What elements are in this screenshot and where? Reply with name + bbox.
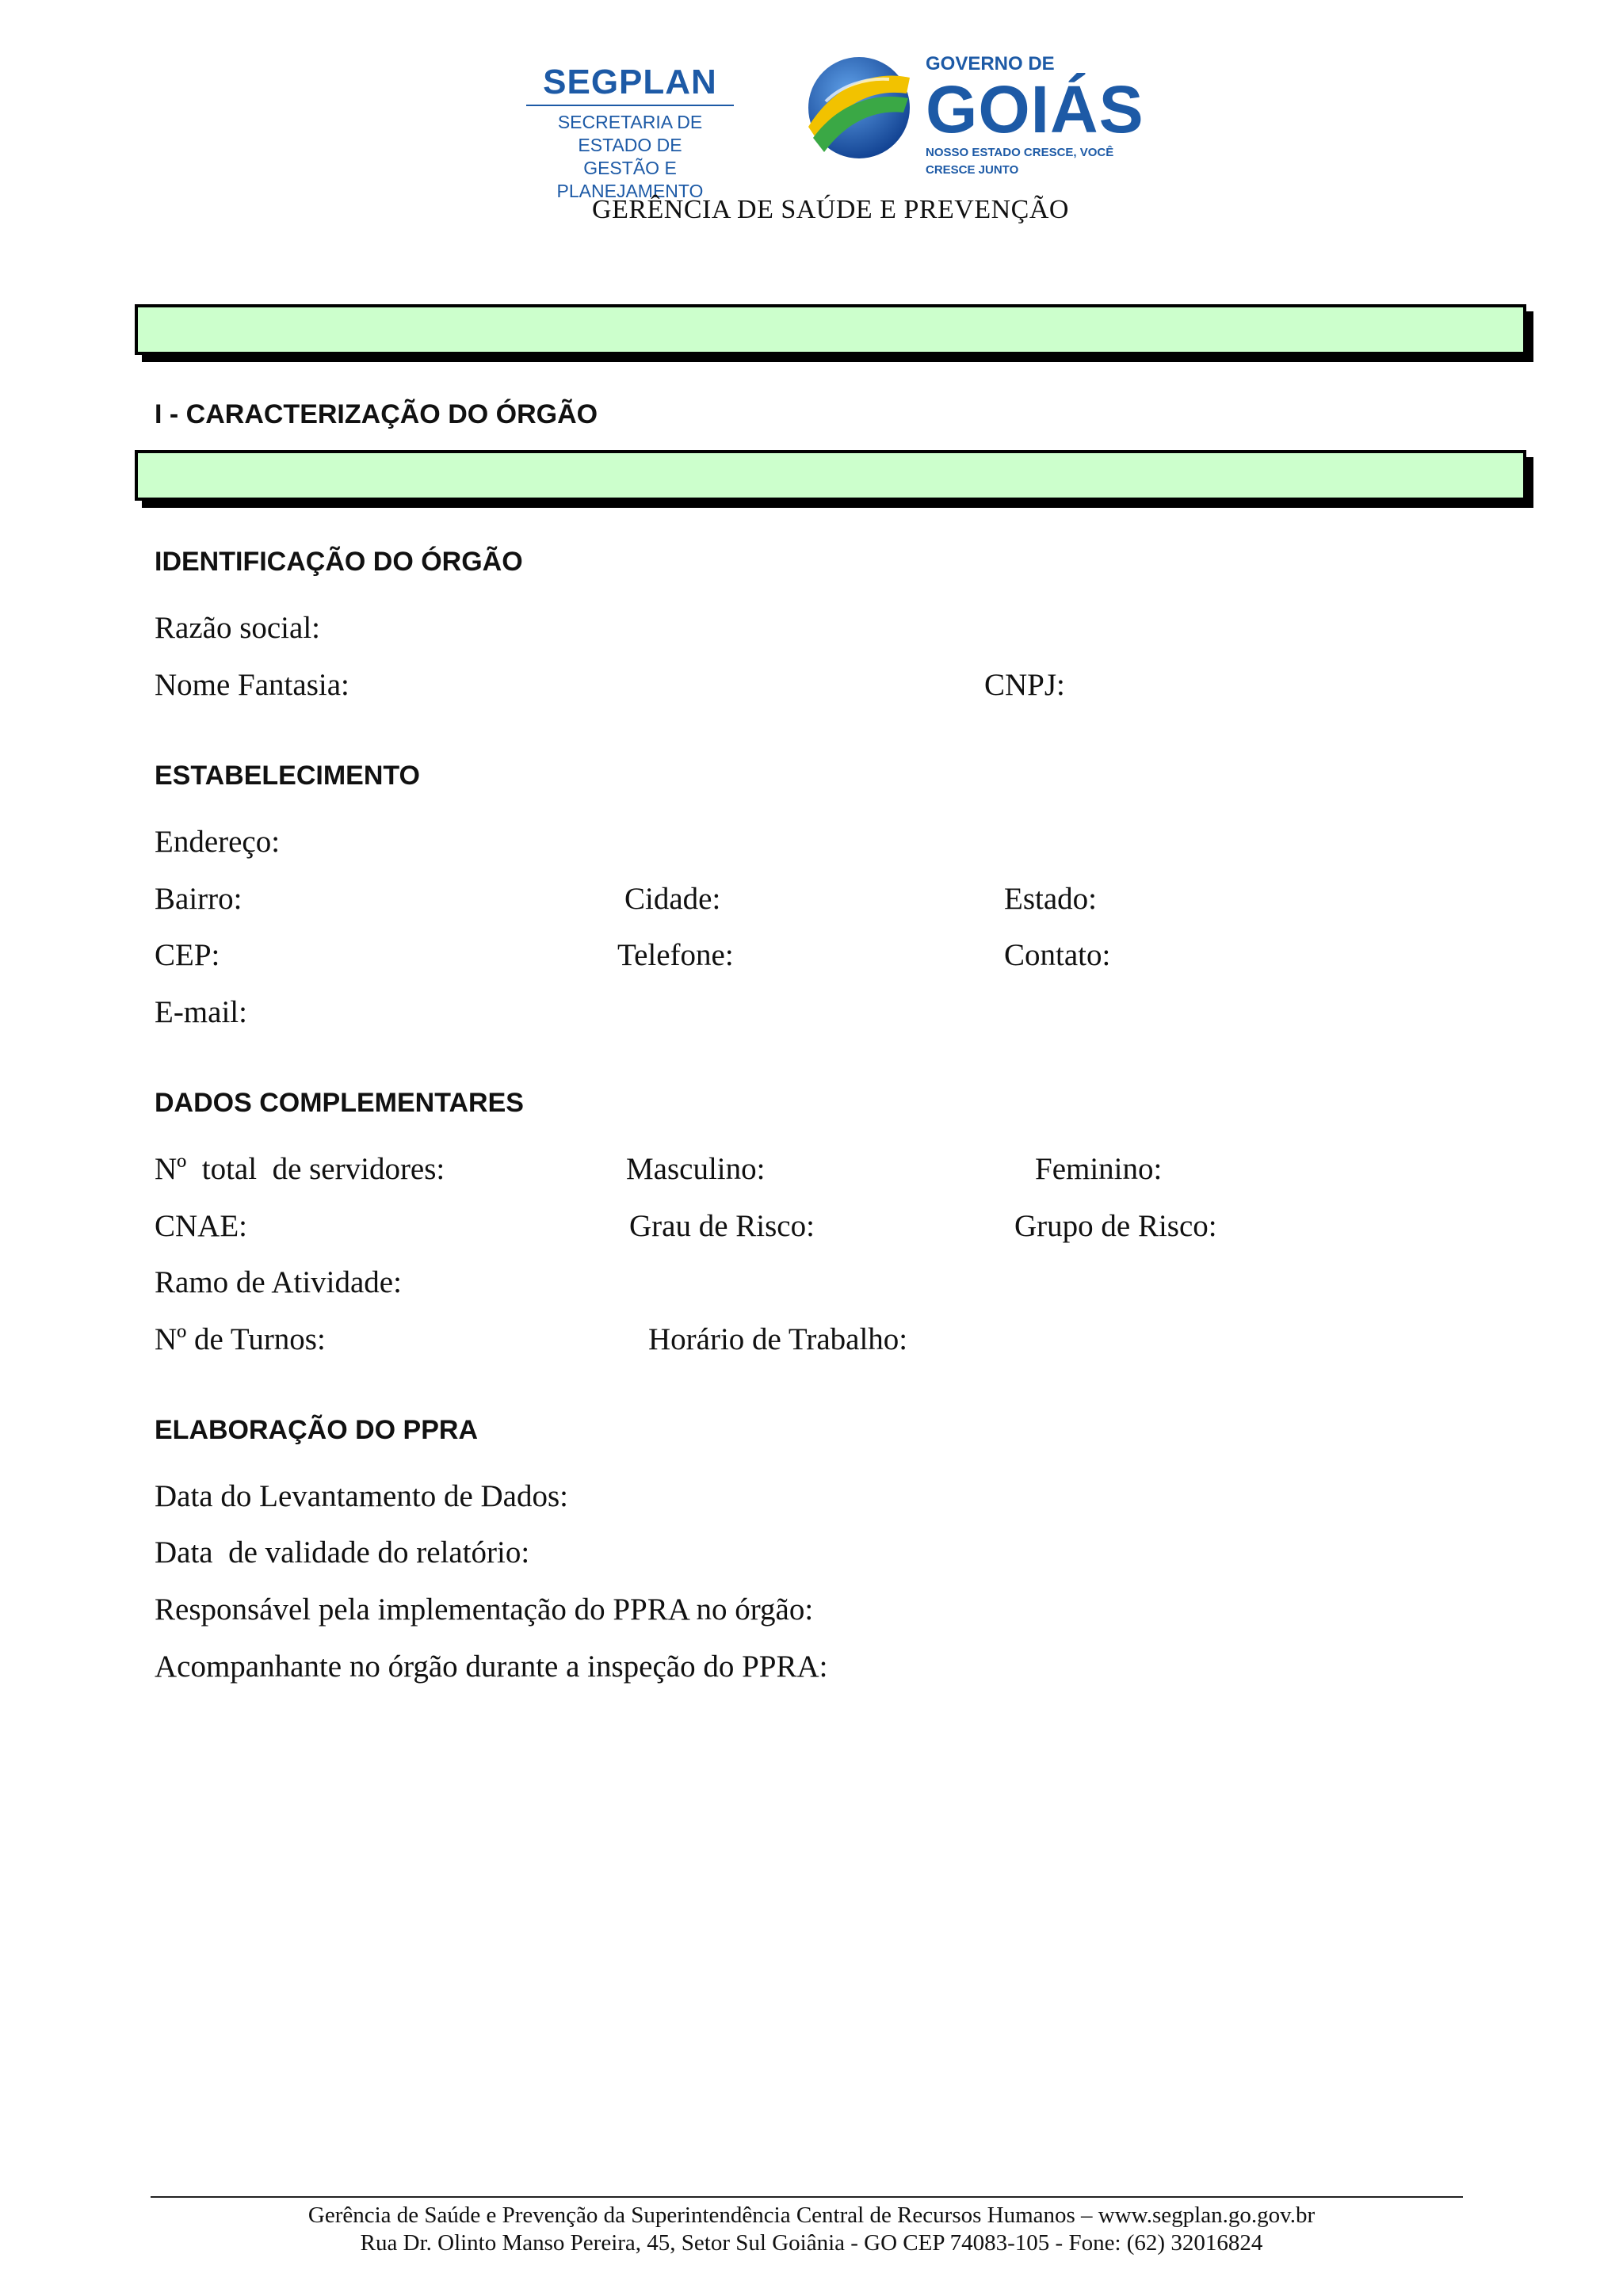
field-estado: Estado:: [1004, 882, 1097, 916]
field-masculino: Masculino:: [626, 1152, 766, 1186]
field-cidade: Cidade:: [624, 882, 721, 916]
goias-logo: [802, 52, 1144, 177]
segplan-name: SEGPLAN: [543, 63, 717, 101]
footer-line-2: Rua Dr. Olinto Manso Pereira, 45, Setor Sul Goiânia - GO CEP 74083-105 - Fone: (62) 32016824: [360, 2230, 1263, 2256]
field-telefone: Telefone:: [617, 938, 734, 972]
goias-wordmark: [926, 52, 1144, 179]
field-data-validade: Data de validade do relatório:: [155, 1535, 530, 1569]
section-caracterizacao: I - CARACTERIZAÇÃO DO ÓRGÃO: [155, 399, 598, 429]
field-ramo-atividade: Ramo de Atividade:: [155, 1265, 402, 1299]
field-razao-social: Razão social:: [155, 611, 320, 645]
footer-line-1: Gerência de Saúde e Prevenção da Superintendência Central de Recursos Humanos – www.segplan.go.gov.br: [307, 2203, 1316, 2228]
segplan-logo: [523, 62, 737, 203]
field-responsavel: Responsável pela implementação do PPRA no órgão:: [155, 1592, 814, 1627]
field-acompanhante: Acompanhante no órgão durante a inspeção do PPRA:: [155, 1650, 828, 1684]
field-turnos: Nº de Turnos:: [155, 1322, 326, 1356]
segplan-subtitle-1: SECRETARIA DE ESTADO DE: [557, 112, 703, 155]
field-nome-fantasia: Nome Fantasia:: [155, 668, 349, 702]
highlight-bar-middle: [135, 450, 1526, 501]
goias-label: GOIÁS: [926, 72, 1144, 147]
governo-label: GOVERNO DE: [926, 53, 1055, 74]
field-bairro: Bairro:: [155, 882, 242, 916]
department-title: GERÊNCIA DE SAÚDE E PREVENÇÃO: [592, 195, 1069, 224]
field-feminino: Feminino:: [1035, 1152, 1163, 1186]
section-dados-complementares: DADOS COMPLEMENTARES: [155, 1088, 524, 1118]
section-estabelecimento: ESTABELECIMENTO: [155, 761, 420, 791]
field-cep: CEP:: [155, 938, 220, 972]
segplan-divider: [526, 105, 734, 106]
highlight-bar-top: [135, 304, 1526, 355]
field-grupo-risco: Grupo de Risco:: [1014, 1209, 1217, 1243]
field-contato: Contato:: [1004, 938, 1111, 972]
field-cnae: CNAE:: [155, 1209, 247, 1243]
field-horario-trabalho: Horário de Trabalho:: [648, 1322, 908, 1356]
field-total-servidores: Nº total de servidores:: [155, 1152, 445, 1186]
section-identificacao: IDENTIFICAÇÃO DO ÓRGÃO: [155, 547, 523, 577]
goias-slogan: NOSSO ESTADO CRESCE, VOCÊ CRESCE JUNTO: [926, 146, 1114, 177]
footer-divider: [151, 2196, 1463, 2198]
field-data-levantamento: Data do Levantamento de Dados:: [155, 1479, 568, 1513]
field-endereco: Endereço:: [155, 825, 281, 859]
field-email: E-mail:: [155, 995, 247, 1029]
segplan-subtitle-2: GESTÃO E PLANEJAMENTO: [556, 158, 704, 201]
globe-icon: [802, 54, 913, 162]
section-elaboracao: ELABORAÇÃO DO PPRA: [155, 1415, 479, 1445]
field-grau-risco: Grau de Risco:: [629, 1209, 815, 1243]
field-cnpj: CNPJ:: [984, 668, 1065, 702]
